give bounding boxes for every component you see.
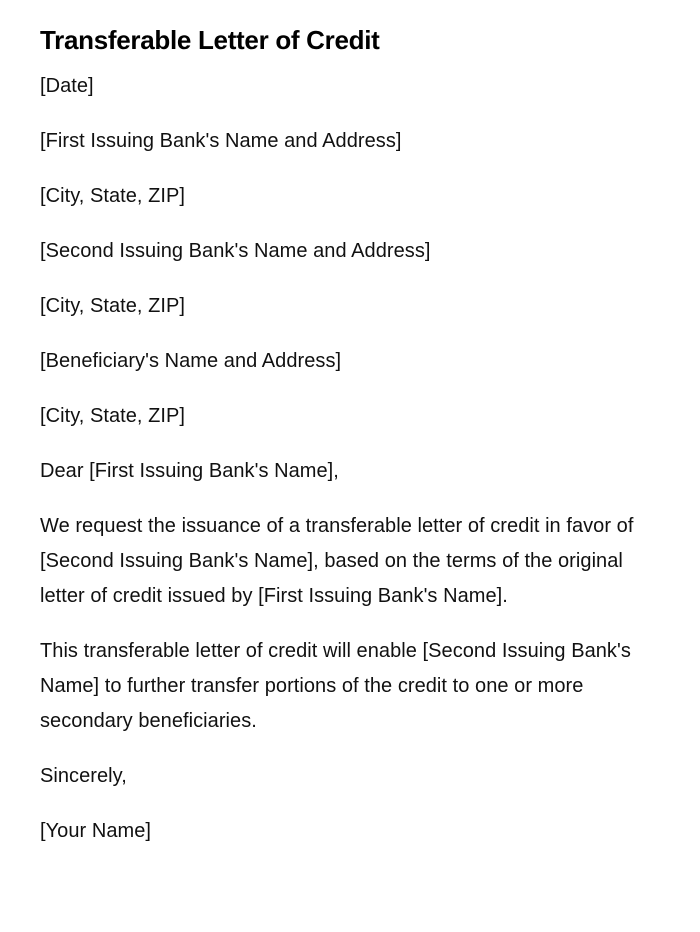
document-title: Transferable Letter of Credit — [40, 25, 380, 55]
closing: Sincerely, — [40, 765, 127, 787]
second-bank-name-address: [Second Issuing Bank's Name and Address] — [40, 240, 431, 262]
signature-line: [Your Name] — [40, 820, 151, 842]
salutation: Dear [First Issuing Bank's Name], — [40, 460, 339, 482]
first-bank-city-line: [City, State, ZIP] — [40, 185, 186, 207]
beneficiary-city-line: [City, State, ZIP] — [40, 405, 186, 427]
first-bank-name-address: [First Issuing Bank's Name and Address] — [40, 130, 402, 152]
body-paragraph-transfer: This transferable letter of credit will enable [Second Issuing Bank's Name] to further transfer portions of the credit to one or more secondary beneficiaries. — [40, 640, 631, 732]
beneficiary-name-address: [Beneficiary's Name and Address] — [40, 350, 342, 372]
second-bank-city-line: [City, State, ZIP] — [40, 295, 186, 317]
body-paragraph-request: We request the issuance of a transferable letter of credit in favor of [Second Issuing Bank's Name], based on the terms of the original letter of credit issued by [First Issuing Bank's Name]. — [40, 515, 634, 607]
date-line: [Date] — [40, 75, 94, 97]
letter-document — [40, 20, 640, 869]
